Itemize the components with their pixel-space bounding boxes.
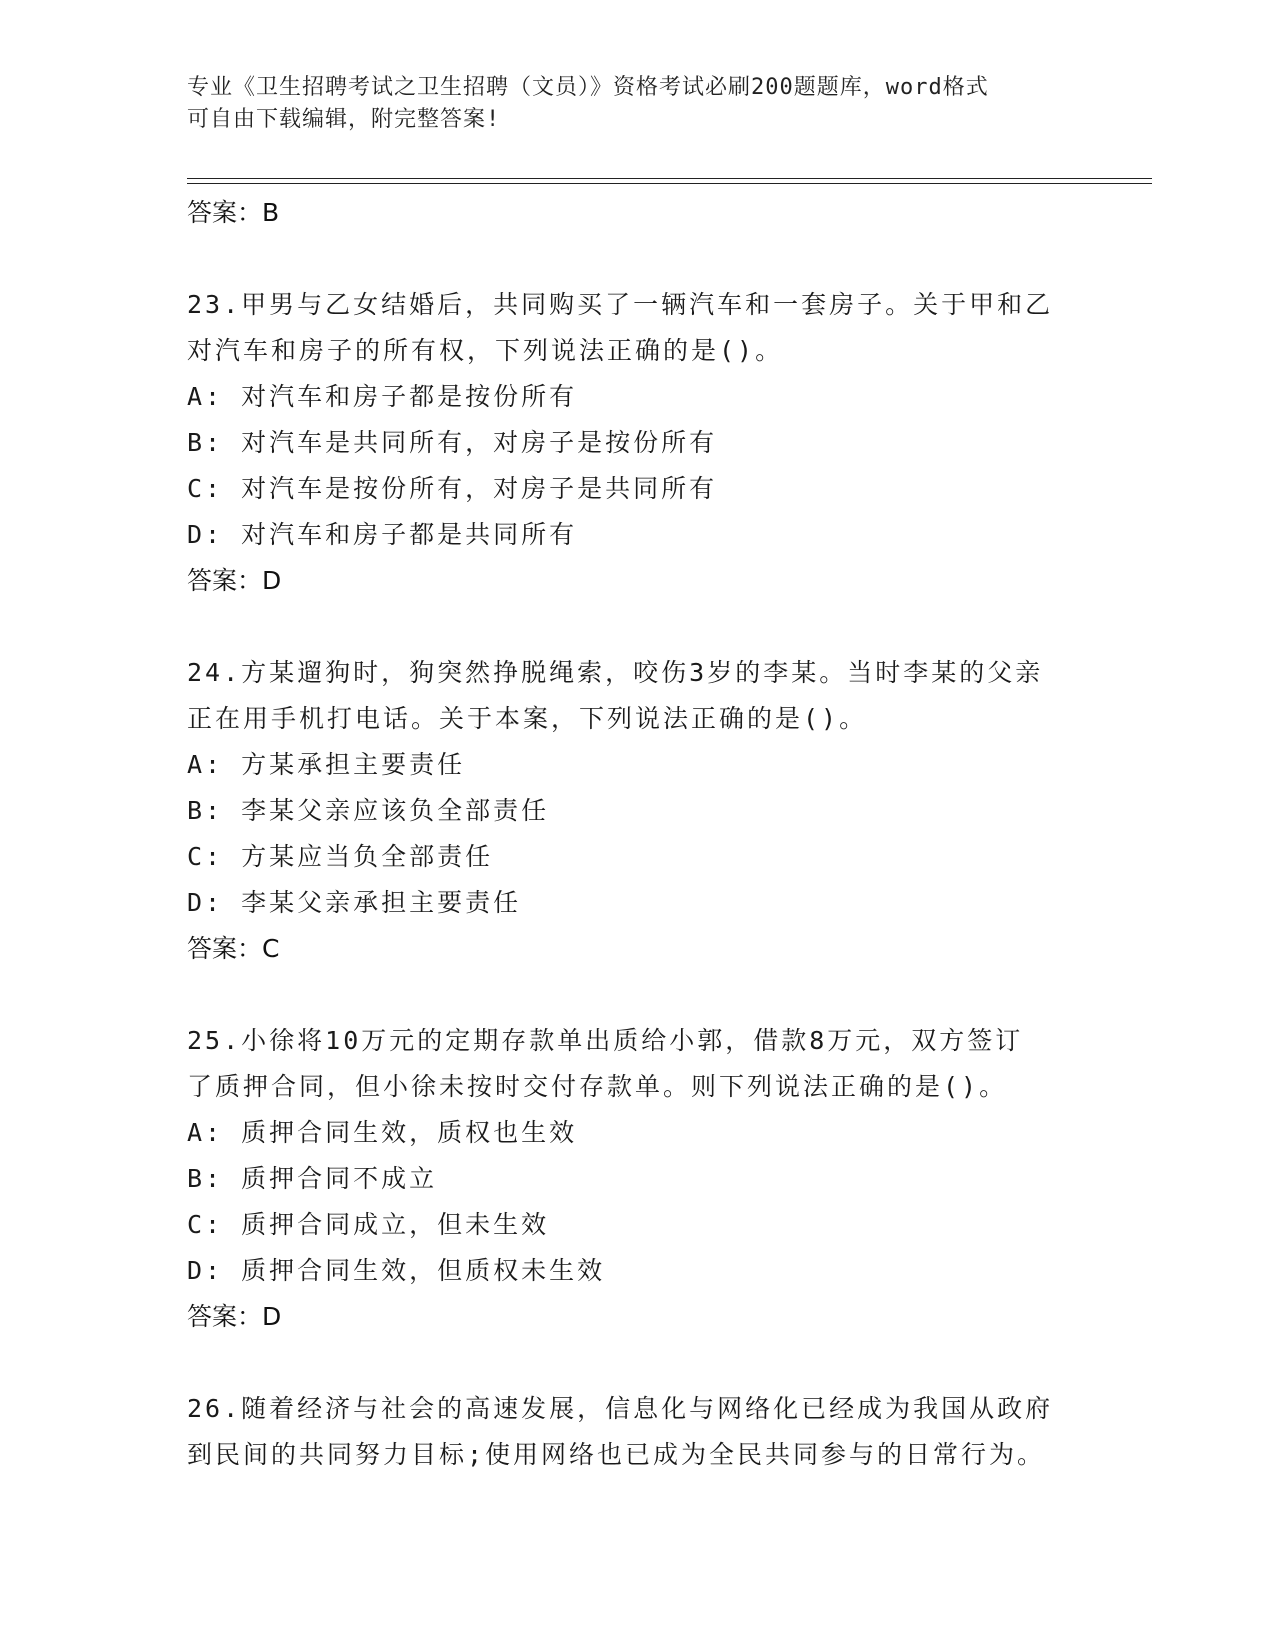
question-list: [187, 190, 1087, 1478]
answer-label: 答案：C: [187, 934, 280, 963]
spacer: [187, 604, 1087, 650]
header-title-line-2: 可自由下载编辑，附完整答案!: [187, 107, 501, 132]
question-text-line: 了质押合同，但小徐未按时交付存款单。则下列说法正确的是()。: [187, 1072, 1008, 1101]
header-rule-top: [187, 178, 1152, 179]
header-title-line-1: 专业《卫生招聘考试之卫生招聘（文员）》资格考试必刷200题题库，word格式: [187, 75, 989, 100]
option-b: B: 对汽车是共同所有，对房子是按份所有: [187, 428, 718, 457]
option-b: B: 李某父亲应该负全部责任: [187, 796, 550, 825]
question-text-line: 正在用手机打电话。关于本案，下列说法正确的是()。: [187, 704, 868, 733]
spacer: [187, 1340, 1087, 1386]
option-c: C: 质押合同成立，但未生效: [187, 1210, 550, 1239]
header-rule-bottom: [187, 183, 1152, 184]
option-a: A: 方某承担主要责任: [187, 750, 466, 779]
spacer: [187, 236, 1087, 282]
question-text-line: 到民间的共同努力目标;使用网络也已成为全民共同参与的日常行为。: [187, 1440, 1046, 1469]
option-a: A: 对汽车和房子都是按份所有: [187, 382, 578, 411]
question-text-line: 25.小徐将10万元的定期存款单出质给小郭，借款8万元，双方签订: [187, 1026, 1024, 1055]
option-c: C: 对汽车是按份所有，对房子是共同所有: [187, 474, 718, 503]
option-a: A: 质押合同生效，质权也生效: [187, 1118, 578, 1147]
question-24: [187, 650, 1087, 972]
option-d: D: 质押合同生效，但质权未生效: [187, 1256, 606, 1285]
question-26: [187, 1386, 1087, 1478]
option-b: B: 质押合同不成立: [187, 1164, 438, 1193]
question-23: [187, 282, 1087, 604]
page-header: [187, 72, 1077, 136]
spacer: [187, 972, 1087, 1018]
option-c: C: 方某应当负全部责任: [187, 842, 494, 871]
question-text-line: 23.甲男与乙女结婚后，共同购买了一辆汽车和一套房子。关于甲和乙: [187, 290, 1054, 319]
option-d: D: 对汽车和房子都是共同所有: [187, 520, 578, 549]
answer-label: 答案：D: [187, 566, 282, 595]
question-text-line: 24.方某遛狗时，狗突然挣脱绳索，咬伤3岁的李某。当时李某的父亲: [187, 658, 1044, 687]
option-d: D: 李某父亲承担主要责任: [187, 888, 522, 917]
question-25: [187, 1018, 1087, 1340]
question-text-line: 对汽车和房子的所有权，下列说法正确的是()。: [187, 336, 784, 365]
answer-label: 答案：D: [187, 1302, 282, 1331]
question-text-line: 26.随着经济与社会的高速发展，信息化与网络化已经成为我国从政府: [187, 1394, 1054, 1423]
previous-answer: 答案：B: [187, 198, 280, 227]
